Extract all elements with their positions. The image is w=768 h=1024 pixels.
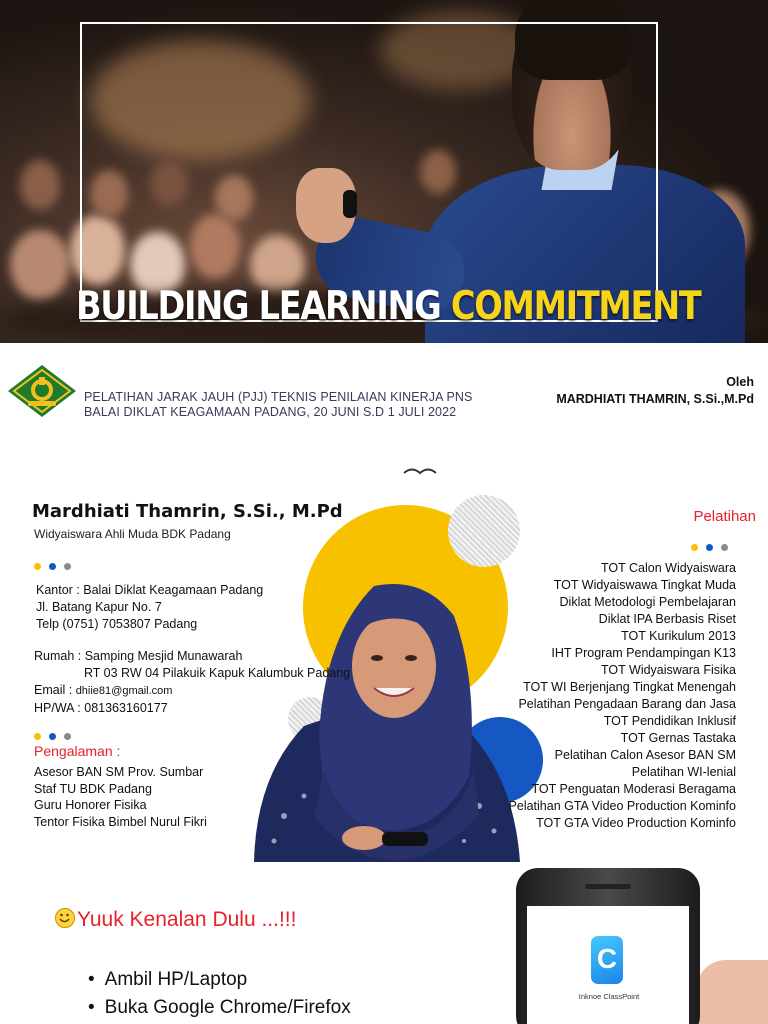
hand (698, 960, 768, 1024)
list-item: Asesor BAN SM Prov. Sumbar (34, 765, 204, 779)
list-item: TOT Penguatan Moderasi Beragama (531, 782, 736, 796)
banner-image (0, 0, 768, 343)
banner-frame (80, 22, 658, 322)
list-item: Diklat IPA Berbasis Riset (598, 612, 736, 626)
dot-grey (64, 563, 71, 570)
banner-title-white: BUILDING LEARNING (76, 284, 451, 329)
list-item: TOT Calon Widyaiswara (601, 561, 736, 575)
profile-name: Mardhiati Thamrin, S.Si., M.Pd (32, 501, 343, 522)
bird-icon (402, 464, 438, 482)
list-item: TOT Widyaiswawa Tingkat Muda (553, 578, 736, 592)
smiley-icon (55, 908, 75, 928)
steps-list (88, 966, 351, 1022)
office-street: Jl. Batang Kapur No. 7 (36, 600, 162, 614)
list-item: IHT Program Pendampingan K13 (551, 646, 736, 660)
list-item: TOT Widyaiswara Fisika (601, 663, 736, 677)
list-item: TOT GTA Video Production Kominfo (536, 816, 736, 830)
cta-text: Yuuk Kenalan Dulu ...!!! (77, 908, 297, 931)
decor-dots (34, 563, 71, 570)
step-item: • Ambil HP/Laptop (88, 966, 351, 994)
profile-role: Widyaiswara Ahli Muda BDK Padang (34, 527, 231, 541)
list-item: Pelatihan Pengadaan Barang dan Jasa (518, 697, 736, 711)
dot-yellow (691, 544, 698, 551)
phone-row: HP/WA : 081363160177 (34, 701, 168, 715)
profile-photo (244, 576, 524, 862)
audience-member (20, 160, 60, 210)
pengalaman-list (34, 764, 207, 830)
dot-blue (706, 544, 713, 551)
list-item: Pelatihan Calon Asesor BAN SM (554, 748, 736, 762)
list-item: TOT Kurikulum 2013 (621, 629, 736, 643)
list-item: TOT WI Berjenjang Tingkat Menengah (523, 680, 736, 694)
list-item: TOT Pendidikan Inklusif (603, 714, 736, 728)
cta-heading (55, 908, 296, 932)
event-line-2: BALAI DIKLAT KEAGAMAAN PADANG, 20 JUNI S.D 1 JULI 2022 (84, 405, 457, 419)
event-line-1: PELATIHAN JARAK JAUH (PJJ) TEKNIS PENILAIAN KINERJA PNS (84, 390, 473, 404)
email-value: dhiie81@gmail.com (75, 685, 173, 697)
office-contact (36, 582, 263, 633)
email-label: Email : (34, 683, 76, 697)
dot-blue (49, 563, 56, 570)
home-address: Rumah : Samping Mesjid Munawarah (34, 649, 243, 663)
home-contact (34, 648, 350, 717)
event-info (84, 390, 472, 420)
list-item: Tentor Fisika Bimbel Nurul Fikri (34, 814, 207, 829)
pelatihan-heading: Pelatihan (693, 508, 756, 525)
list-item: Pelatihan GTA Video Production Kominfo (508, 799, 736, 813)
phone-speaker (585, 884, 631, 889)
list-item: Staf TU BDK Padang (34, 781, 152, 796)
dot-grey (721, 544, 728, 551)
dot-blue (49, 733, 56, 740)
step-item: • Buka Google Chrome/Firefox (88, 994, 351, 1022)
audience-member (10, 230, 70, 300)
dot-yellow (34, 563, 41, 570)
home-address-line-2: RT 03 RW 04 Pilakuik Kapuk Kalumbuk Padang (84, 666, 351, 680)
decor-circle-pattern (448, 495, 520, 567)
office-name: Kantor : Balai Diklat Keagamaan Padang (36, 583, 264, 597)
dot-grey (64, 733, 71, 740)
banner-title (76, 284, 701, 340)
banner-title-yellow: COMMITMENT (450, 284, 701, 329)
classpoint-app-icon[interactable]: C (591, 936, 623, 984)
decor-dots (691, 544, 728, 551)
kemenag-logo-icon (6, 363, 78, 419)
presenter-credit (556, 374, 754, 408)
app-label: Inknoe ClassPoint (578, 992, 640, 1001)
oleh-label: Oleh (726, 375, 754, 389)
dot-yellow (34, 733, 41, 740)
decor-dots (34, 733, 71, 740)
office-phone: Telp (0751) 7053807 Padang (36, 617, 198, 631)
presenter-name: MARDHIATI THAMRIN, S.Si.,M.Pd (556, 392, 754, 406)
email-row (34, 682, 350, 700)
pelatihan-list (509, 560, 736, 832)
pengalaman-heading: Pengalaman : (34, 743, 121, 759)
list-item: Pelatihan WI-lenial (631, 765, 736, 779)
list-item: TOT Gernas Tastaka (620, 731, 736, 745)
list-item: Diklat Metodologi Pembelajaran (559, 595, 736, 609)
list-item: Guru Honorer Fisika (34, 798, 147, 812)
